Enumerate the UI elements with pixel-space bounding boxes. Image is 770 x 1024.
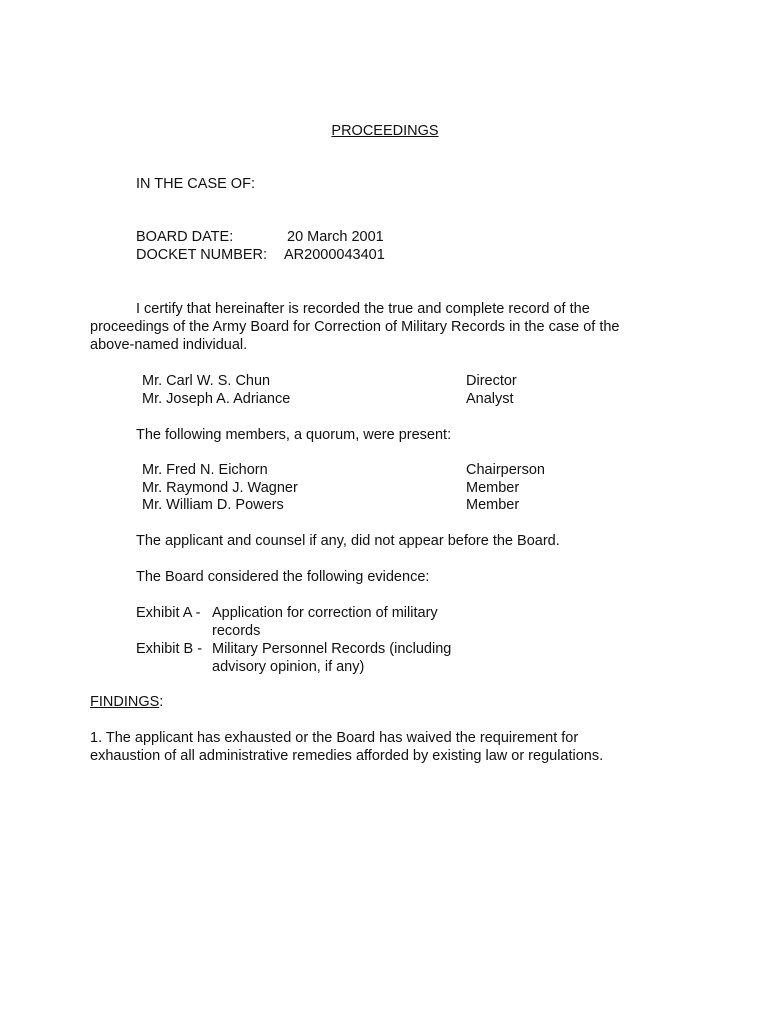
staff-name: Mr. Joseph A. Adriance: [142, 391, 291, 407]
findings-heading-text: FINDINGS: [90, 694, 160, 710]
exhibit-description: records: [212, 623, 261, 639]
finding-paragraph-line: 1. The applicant has exhausted or the Board has waived the requirement for: [90, 730, 579, 746]
member-name: Mr. Raymond J. Wagner: [142, 480, 298, 496]
member-name: Mr. Fred N. Eichorn: [142, 462, 268, 478]
case-label: IN THE CASE OF:: [136, 176, 255, 192]
staff-role: Analyst: [466, 391, 514, 407]
docket-number-label: DOCKET NUMBER:: [136, 247, 268, 263]
staff-role: Director: [466, 373, 517, 389]
certify-paragraph-line: above-named individual.: [90, 337, 248, 353]
member-role: Chairperson: [466, 462, 545, 478]
members-intro: The following members, a quorum, were present:: [136, 427, 452, 443]
finding-paragraph-line: exhaustion of all administrative remedies afforded by existing law or regulations.: [90, 748, 604, 764]
evidence-intro: The Board considered the following evidence:: [136, 569, 430, 585]
member-role: Member: [466, 480, 520, 496]
exhibit-description: Military Personnel Records (including: [212, 641, 452, 657]
certify-paragraph-line: I certify that hereinafter is recorded the true and complete record of the: [136, 301, 590, 317]
board-date-label: BOARD DATE:: [136, 229, 234, 245]
exhibit-description: advisory opinion, if any): [212, 659, 365, 675]
docket-number-value: AR2000043401: [284, 247, 385, 263]
exhibit-description: Application for correction of military: [212, 605, 438, 621]
member-name: Mr. William D. Powers: [142, 497, 284, 513]
findings-heading: [90, 693, 163, 711]
appearance-statement: The applicant and counsel if any, did not appear before the Board.: [136, 533, 560, 549]
staff-name: Mr. Carl W. S. Chun: [142, 373, 271, 389]
board-date-value: 20 March 2001: [287, 229, 384, 245]
page-title: PROCEEDINGS: [331, 123, 439, 139]
member-role: Member: [466, 497, 520, 513]
exhibit-label: Exhibit B -: [136, 641, 203, 657]
certify-paragraph-line: proceedings of the Army Board for Correction of Military Records in the case of the: [90, 319, 620, 335]
findings-heading-colon: :: [159, 694, 164, 710]
exhibit-label: Exhibit A -: [136, 605, 201, 621]
